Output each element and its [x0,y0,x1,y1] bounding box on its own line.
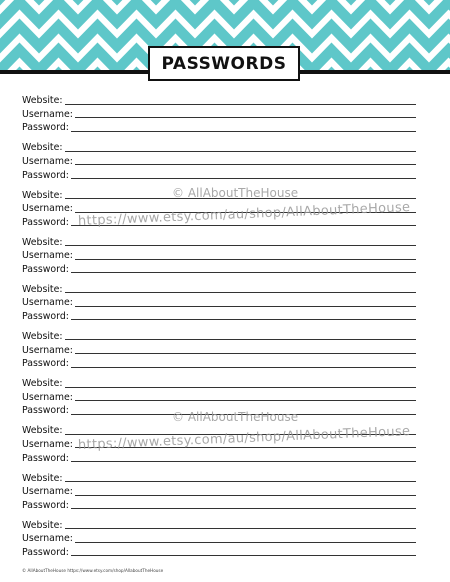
username-label: Username: [22,438,73,450]
password-row [22,544,416,558]
password-write-line[interactable] [71,130,416,132]
account-entry [22,375,416,416]
password-row [22,497,416,511]
website-write-line[interactable] [65,386,416,388]
username-row [22,200,416,214]
password-write-line[interactable] [71,271,416,273]
website-write-line[interactable] [65,103,416,105]
username-write-line[interactable] [75,305,416,307]
password-label: Password: [22,546,69,558]
website-label: Website: [22,472,63,484]
username-row [22,294,416,308]
account-entry [22,234,416,275]
account-entry [22,92,416,133]
password-label: Password: [22,405,69,417]
website-write-line[interactable] [65,338,416,340]
username-write-line[interactable] [75,446,416,448]
password-row [22,214,416,228]
website-row [22,234,416,248]
password-row [22,449,416,463]
username-label: Username: [22,486,73,498]
password-log-form [22,92,416,564]
website-row [22,281,416,295]
password-write-line[interactable] [71,177,416,179]
username-row [22,483,416,497]
username-row [22,247,416,261]
username-write-line[interactable] [75,211,416,213]
website-label: Website: [22,283,63,295]
password-write-line[interactable] [71,554,416,556]
password-row [22,166,416,180]
website-row [22,139,416,153]
watermark-url: https://www.etsy.com/au/shop/AllAboutTheHouse [77,424,411,453]
account-entry [22,328,416,369]
username-label: Username: [22,533,73,545]
username-row [22,341,416,355]
title-box [148,46,300,81]
website-row [22,375,416,389]
username-row [22,389,416,403]
chevron-stripe [0,26,450,46]
website-write-line[interactable] [65,150,416,152]
username-label: Username: [22,203,73,215]
website-write-line[interactable] [65,433,416,435]
website-row [22,92,416,106]
website-write-line[interactable] [65,291,416,293]
watermark-url: https://www.etsy.com/au/shop/AllAboutTheHouse [77,200,411,229]
footer-credit: © AllAboutTheHouse https://www.etsy.com/shop/AllaboutTheHouse [22,568,164,573]
account-entry [22,469,416,510]
username-label: Username: [22,391,73,403]
website-write-line[interactable] [65,527,416,529]
username-write-line[interactable] [75,399,416,401]
website-label: Website: [22,95,63,107]
password-label: Password: [22,169,69,181]
username-row [22,436,416,450]
password-row [22,308,416,322]
username-write-line[interactable] [75,163,416,165]
password-row [22,402,416,416]
username-label: Username: [22,297,73,309]
password-write-line[interactable] [71,318,416,320]
password-write-line[interactable] [71,507,416,509]
username-write-line[interactable] [75,541,416,543]
watermark-copyright: © AllAboutTheHouse [172,410,299,424]
password-label: Password: [22,499,69,511]
account-entry [22,281,416,322]
website-write-line[interactable] [65,244,416,246]
username-label: Username: [22,155,73,167]
password-row [22,119,416,133]
password-label: Password: [22,263,69,275]
website-row [22,469,416,483]
password-write-line[interactable] [71,224,416,226]
password-write-line[interactable] [71,413,416,415]
username-label: Username: [22,344,73,356]
account-entry [22,422,416,463]
username-label: Username: [22,108,73,120]
password-label: Password: [22,311,69,323]
chevron-stripe [0,2,450,22]
username-write-line[interactable] [75,494,416,496]
account-entry [22,517,416,558]
username-write-line[interactable] [75,258,416,260]
username-write-line[interactable] [75,352,416,354]
website-label: Website: [22,331,63,343]
website-label: Website: [22,142,63,154]
website-label: Website: [22,519,63,531]
username-row [22,153,416,167]
password-row [22,355,416,369]
password-label: Password: [22,122,69,134]
website-write-line[interactable] [65,197,416,199]
website-row [22,422,416,436]
account-entry [22,139,416,180]
website-label: Website: [22,189,63,201]
website-row [22,517,416,531]
username-write-line[interactable] [75,116,416,118]
website-label: Website: [22,236,63,248]
username-row [22,530,416,544]
website-row [22,328,416,342]
account-entry [22,186,416,227]
password-label: Password: [22,452,69,464]
website-label: Website: [22,378,63,390]
password-write-line[interactable] [71,366,416,368]
website-label: Website: [22,425,63,437]
username-row [22,106,416,120]
password-row [22,261,416,275]
watermark-copyright: © AllAboutTheHouse [172,186,299,200]
website-write-line[interactable] [65,480,416,482]
password-label: Password: [22,358,69,370]
password-write-line[interactable] [71,460,416,462]
username-label: Username: [22,250,73,262]
page-title: PASSWORDS [161,53,287,74]
password-label: Password: [22,216,69,228]
website-row [22,186,416,200]
